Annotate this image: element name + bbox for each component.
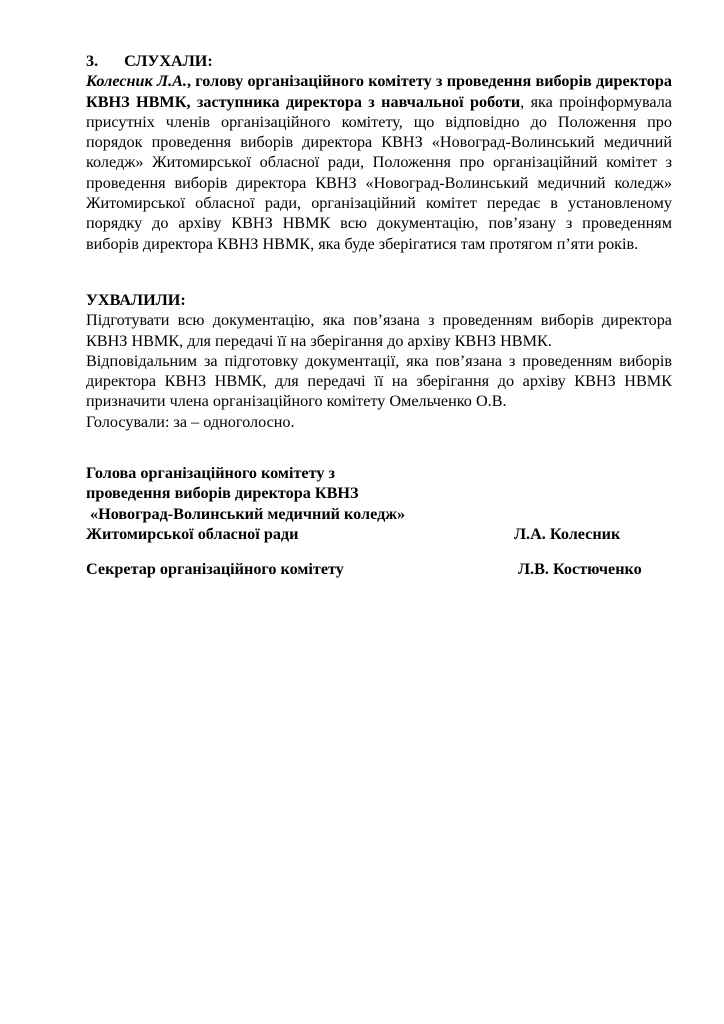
secretary-title: Секретар організаційного комітету bbox=[86, 560, 344, 578]
chair-title-line-4: Житомирської обласної ради bbox=[86, 524, 299, 543]
secretary-name: Л.В. Костюченко bbox=[518, 560, 642, 578]
resolved-paragraph-2: Відповідальним за підготовку документації, яка пов’язана з проведенням виборів директора КВНЗ НВМК, для передачі її на зберігання до архіву КВНЗ НВМК призначити члена організаційного комітету Омельченко О.В. bbox=[86, 351, 672, 411]
speaker-name: Колесник Л.А. bbox=[86, 72, 187, 91]
secretary-row bbox=[86, 559, 672, 579]
section-title: СЛУХАЛИ: bbox=[124, 52, 213, 70]
heard-body: , яка проінформувала присутніх членів організаційного комітету, що відповідно до Положення про порядок проведення виборів директора КВНЗ «Новоград-Волинський медичний коледж» Житомирської обласної ради, Положення про організаційний комітет з проведення виборів директора КВНЗ «Новоград-Волинський медичний коледж» Житомирської обласної ради, організаційний комітет передає в установленому порядку до архіву КВНЗ НВМК всю документацію, пов’язану з проведенням виборів директора КВНЗ НВМК, яка буде зберігатися там протягом п’яти років. bbox=[86, 92, 672, 253]
resolved-heading: УХВАЛИЛИ: bbox=[86, 291, 186, 309]
section-resolved bbox=[86, 290, 672, 432]
heard-paragraph bbox=[86, 71, 672, 254]
chair-title-line-3: «Новоград-Волинський медичний коледж» bbox=[86, 504, 406, 523]
chair-name: Л.А. Колесник bbox=[514, 524, 621, 543]
vote-result: Голосували: за – одноголосно. bbox=[86, 412, 295, 431]
section-number: 3. bbox=[86, 52, 99, 70]
secretary-signature-block bbox=[86, 559, 672, 579]
chair-signature-block bbox=[86, 463, 672, 544]
chair-title-line-2: проведення виборів директора КВНЗ bbox=[86, 484, 359, 503]
chair-title-line-4-row bbox=[86, 524, 672, 544]
speaker-role: , голову організаційного комітету з проведення виборів директора КВНЗ НВМК, заступника директора з навчальної роботи bbox=[86, 72, 672, 111]
chair-title-line-1: Голова організаційного комітету з bbox=[86, 464, 335, 482]
section-heard bbox=[86, 51, 672, 254]
section-heading bbox=[86, 51, 672, 71]
resolved-paragraph-1: Підготувати всю документацію, яка пов’язана з проведенням виборів директора КВНЗ НВМК, для передачі її на зберігання до архіву КВНЗ НВМК. bbox=[86, 311, 672, 350]
